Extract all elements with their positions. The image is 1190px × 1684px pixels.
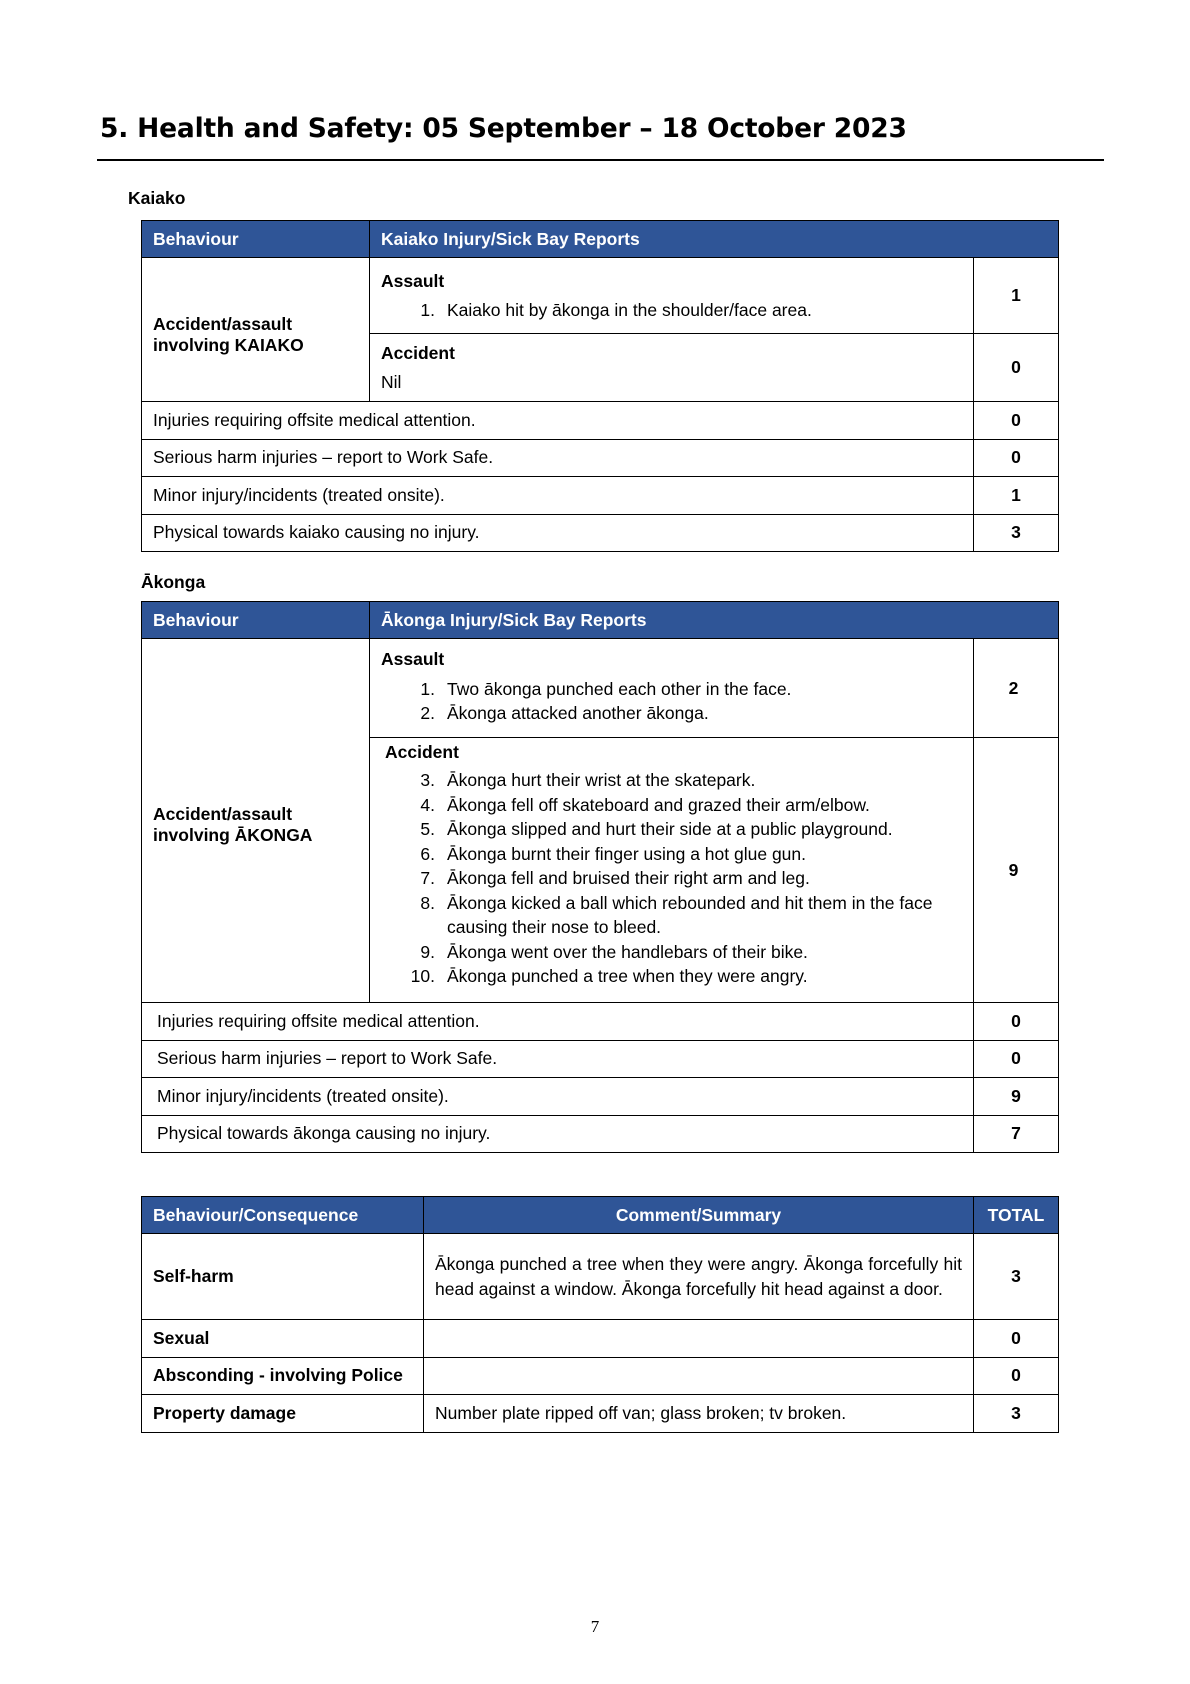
- table-row-label: Serious harm injuries – report to Work Safe.: [142, 1040, 974, 1078]
- table-row-count: 0: [974, 439, 1059, 477]
- list-item-text: Ākonga burnt their finger using a hot glue gun.: [447, 843, 806, 864]
- table-row-count: 0: [974, 402, 1059, 440]
- consequence-total: 0: [974, 1357, 1059, 1395]
- list-item-text: Ākonga attacked another ākonga.: [447, 703, 709, 723]
- list-item: [381, 793, 962, 818]
- consequence-table: [141, 1196, 1059, 1433]
- consequence-col-behaviour: Behaviour/Consequence: [142, 1197, 424, 1234]
- list-item-text: Ākonga went over the handlebars of their bike.: [447, 941, 808, 962]
- consequence-label: Property damage: [142, 1395, 424, 1433]
- table-row-label: Minor injury/incidents (treated onsite).: [142, 1078, 974, 1116]
- akonga-accident-heading: Accident: [385, 742, 459, 762]
- list-item: [381, 768, 962, 793]
- title-rule: [97, 159, 1104, 161]
- akonga-assault-count: 2: [974, 639, 1059, 738]
- list-item: [381, 842, 962, 867]
- table-row-count: 1: [974, 477, 1059, 515]
- list-item-text: Ākonga fell off skateboard and grazed their arm/elbow.: [447, 794, 870, 815]
- list-item-number: 2.: [420, 703, 435, 723]
- kaiako-accident-count: 0: [974, 334, 1059, 402]
- kaiako-accident-cell: [370, 334, 974, 402]
- list-item-text: Two ākonga punched each other in the face.: [447, 678, 792, 699]
- akonga-accident-count: 9: [974, 738, 1059, 1003]
- list-item-number: 4.: [420, 794, 435, 815]
- list-item: [381, 964, 962, 989]
- kaiako-section-label: Kaiako: [128, 188, 186, 208]
- list-item: [381, 701, 962, 726]
- akonga-accident-cell: [370, 738, 974, 1003]
- list-item-number: 8.: [420, 892, 435, 913]
- list-item: [381, 817, 962, 842]
- table-row-label: Physical towards kaiako causing no injury.: [142, 514, 974, 552]
- list-item-number: 1.: [420, 299, 435, 320]
- list-item-text: Ākonga punched a tree when they were angry.: [447, 966, 808, 986]
- consequence-label: Self-harm: [142, 1234, 424, 1320]
- list-item-text: Ākonga slipped and hurt their side at a public playground.: [447, 819, 893, 839]
- list-item: [381, 677, 962, 702]
- table-row-label: Serious harm injuries – report to Work Safe.: [142, 439, 974, 477]
- akonga-col-reports: Ākonga Injury/Sick Bay Reports: [370, 602, 1059, 639]
- list-item-number: 3.: [420, 770, 435, 790]
- list-item: [381, 891, 962, 940]
- list-item-text: Ākonga hurt their wrist at the skatepark.: [447, 770, 756, 790]
- kaiako-assault-list: [381, 298, 962, 323]
- table-row-label: Physical towards ākonga causing no injury.: [142, 1115, 974, 1153]
- consequence-comment: Number plate ripped off van; glass broken; tv broken.: [424, 1395, 974, 1433]
- kaiako-accident-heading: Accident: [381, 342, 455, 363]
- kaiako-col-reports: Kaiako Injury/Sick Bay Reports: [370, 221, 1059, 258]
- kaiako-accident-detail: Nil: [381, 371, 402, 392]
- kaiako-assault-count: 1: [974, 258, 1059, 334]
- table-row-label: Injuries requiring offsite medical attention.: [142, 1003, 974, 1041]
- list-item-number: 9.: [420, 941, 435, 962]
- page-number: 7: [590, 1617, 600, 1636]
- akonga-assault-heading: Assault: [381, 648, 445, 669]
- list-item-number: 1.: [420, 678, 435, 699]
- consequence-col-total: TOTAL: [974, 1197, 1059, 1234]
- consequence-comment: Ākonga punched a tree when they were angry. Ākonga forcefully hit head against a window. Ākonga forcefully hit head against a door.: [424, 1234, 974, 1320]
- consequence-label: Sexual: [142, 1320, 424, 1358]
- akonga-table: [141, 601, 1059, 1153]
- akonga-col-behaviour: Behaviour: [142, 602, 370, 639]
- consequence-label: Absconding - involving Police: [142, 1357, 424, 1395]
- page-title: 5. Health and Safety: 05 September – 18 October 2023: [100, 113, 907, 144]
- akonga-accident-list: [381, 768, 962, 989]
- consequence-total: 3: [974, 1395, 1059, 1433]
- list-item-text: Ākonga fell and bruised their right arm and leg.: [447, 868, 810, 888]
- table-row-count: 3: [974, 514, 1059, 552]
- list-item-number: 5.: [420, 819, 435, 839]
- table-row-count: 0: [974, 1040, 1059, 1078]
- table-row-count: 9: [974, 1078, 1059, 1116]
- table-row-count: 7: [974, 1115, 1059, 1153]
- list-item-number: 10.: [410, 966, 435, 986]
- consequence-col-comment: Comment/Summary: [424, 1197, 974, 1234]
- consequence-comment: [424, 1357, 974, 1395]
- kaiako-group-label: Accident/assault involving KAIAKO: [142, 258, 370, 402]
- list-item-number: 6.: [420, 843, 435, 864]
- list-item: [381, 298, 962, 323]
- kaiako-assault-cell: [370, 258, 974, 334]
- list-item-text: Ākonga kicked a ball which rebounded and hit them in the face causing their nose to bleed.: [447, 892, 933, 937]
- table-row-label: Injuries requiring offsite medical attention.: [142, 402, 974, 440]
- table-row-count: 0: [974, 1003, 1059, 1041]
- table-row-label: Minor injury/incidents (treated onsite).: [142, 477, 974, 515]
- kaiako-col-behaviour: Behaviour: [142, 221, 370, 258]
- akonga-section-label: Ākonga: [141, 572, 206, 592]
- consequence-total: 0: [974, 1320, 1059, 1358]
- kaiako-assault-heading: Assault: [381, 270, 445, 291]
- akonga-assault-list: [381, 677, 962, 726]
- list-item-text: Kaiako hit by ākonga in the shoulder/face area.: [447, 299, 812, 320]
- akonga-group-label: Accident/assault involving ĀKONGA: [142, 639, 370, 1003]
- consequence-total: 3: [974, 1234, 1059, 1320]
- list-item: [381, 866, 962, 891]
- list-item-number: 7.: [420, 868, 435, 888]
- kaiako-table: [141, 220, 1059, 552]
- list-item: [381, 940, 962, 965]
- consequence-comment: [424, 1320, 974, 1358]
- akonga-assault-cell: [370, 639, 974, 738]
